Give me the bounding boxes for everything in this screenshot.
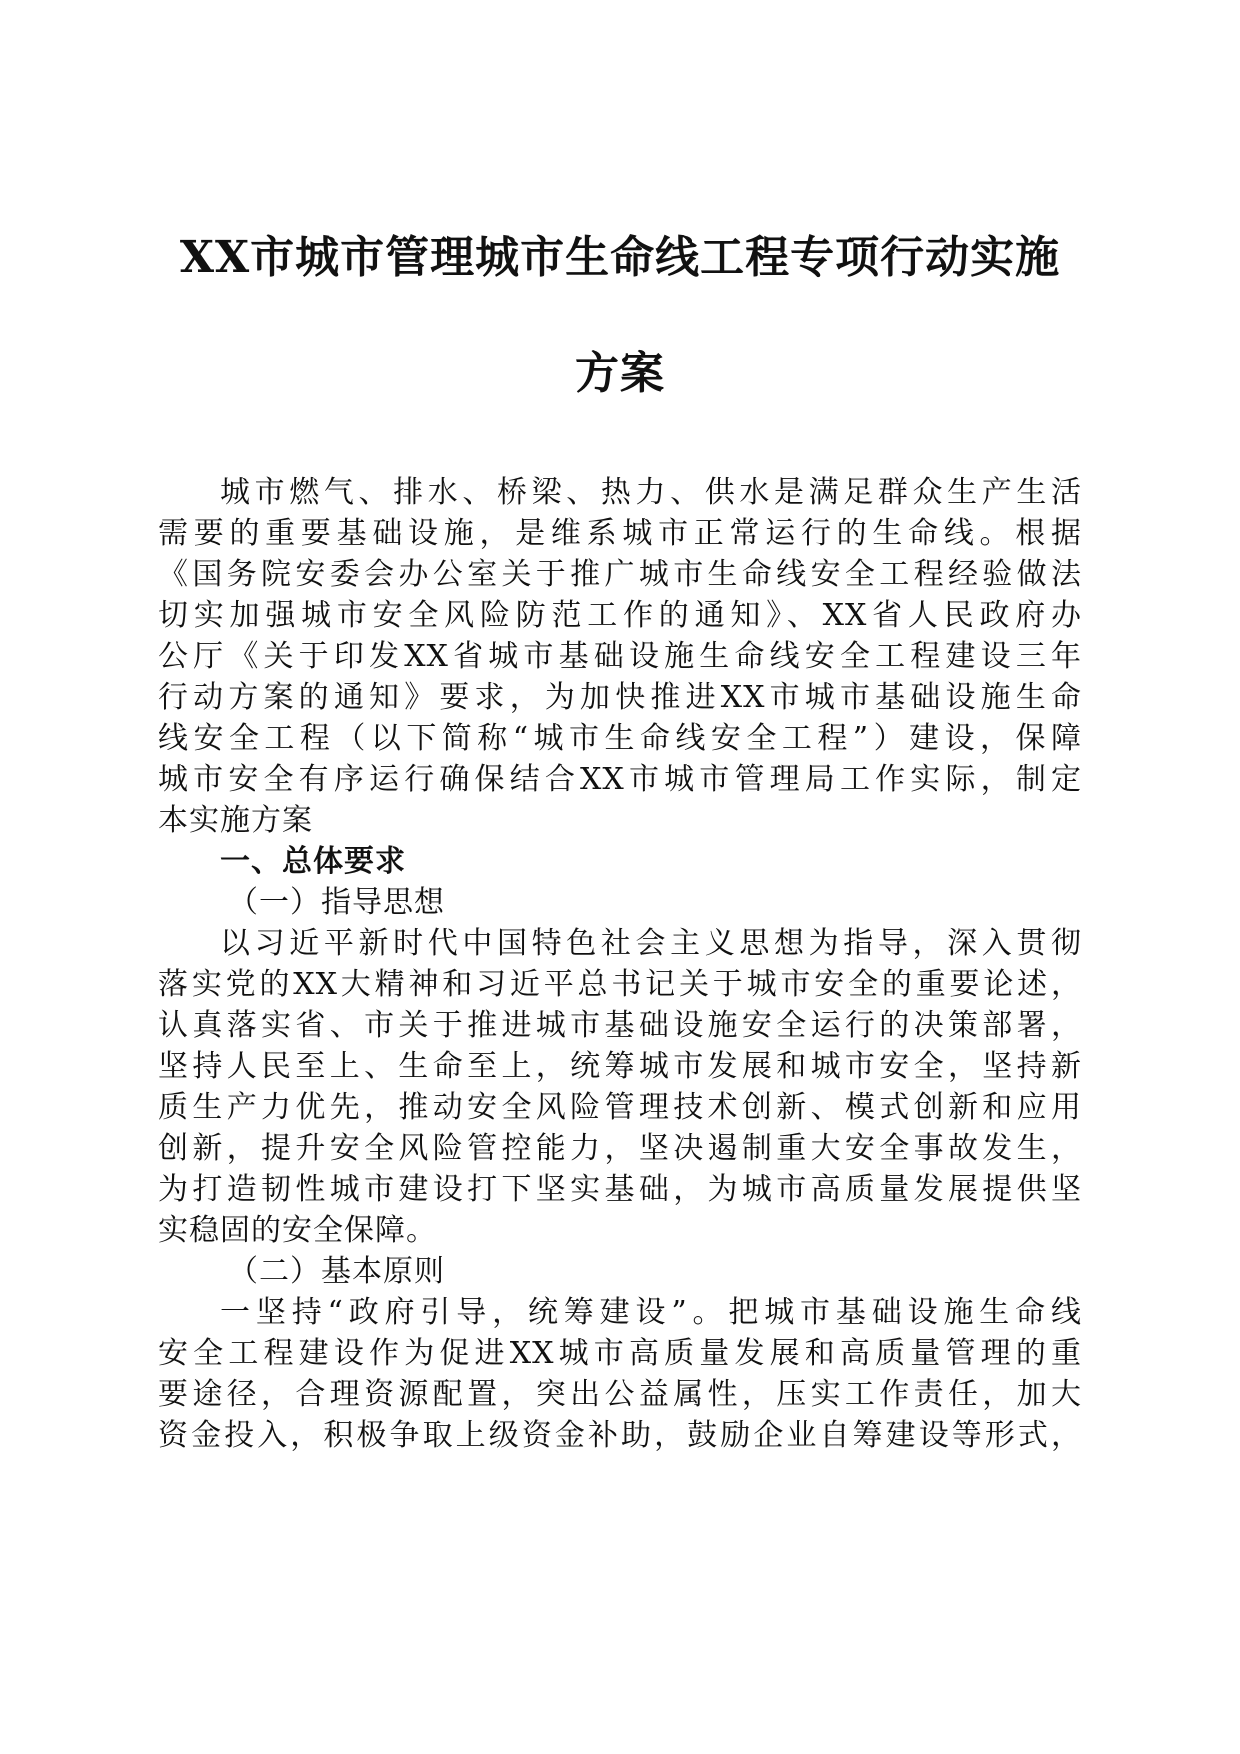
paragraph-line: 坚持人民至上、生命至上，统筹城市发展和城市安全，坚持新 (158, 1049, 1082, 1084)
paragraph-line: 《国务院安委会办公室关于推广城市生命线安全工程经验做法 (158, 557, 1082, 592)
paragraph-line: 为打造韧性城市建设打下坚实基础，为城市高质量发展提供坚 (158, 1172, 1082, 1207)
paragraph-line: 一坚持“政府引导，统筹建设”。把城市基础设施生命线 (220, 1295, 1082, 1330)
subsection-heading: （二）基本原则 (228, 1254, 445, 1289)
paragraph-line: 要途径，合理资源配置，突出公益属性，压实工作责任，加大 (158, 1377, 1082, 1412)
paragraph-line: 本实施方案 (158, 803, 313, 838)
paragraph-line: 城市安全有序运行确保结合XX市城市管理局工作实际，制定 (158, 762, 1082, 797)
basic-principles-paragraph (158, 1292, 1082, 1456)
document-title-line-1: XX市城市管理城市生命线工程专项行动实施 (179, 232, 1061, 283)
document-title-line-2: 方案 (575, 348, 665, 399)
paragraph-line: 行动方案的通知》要求，为加快推进XX市城市基础设施生命 (158, 680, 1082, 715)
intro-paragraph (158, 472, 1082, 841)
paragraph-line: 城市燃气、排水、桥梁、热力、供水是满足群众生产生活 (220, 475, 1082, 510)
paragraph-line: 落实党的XX大精神和习近平总书记关于城市安全的重要论述， (158, 967, 1082, 1002)
paragraph-line: 线安全工程（以下简称“城市生命线安全工程”）建设，保障 (158, 721, 1082, 756)
paragraph-line: 实稳固的安全保障。 (158, 1213, 437, 1248)
paragraph-line: 质生产力优先，推动安全风险管理技术创新、模式创新和应用 (158, 1090, 1082, 1125)
paragraph-line: 安全工程建设作为促进XX城市高质量发展和高质量管理的重 (158, 1336, 1082, 1371)
paragraph-line: 资金投入，积极争取上级资金补助，鼓励企业自筹建设等形式， (158, 1418, 1082, 1453)
document-body (158, 472, 1082, 1456)
paragraph-line: 创新，提升安全风险管控能力，坚决遏制重大安全事故发生， (158, 1131, 1082, 1166)
guiding-thought-paragraph (158, 923, 1082, 1251)
section-heading: 一、总体要求 (220, 844, 406, 879)
subsection-heading: （一）指导思想 (228, 885, 445, 920)
paragraph-line: 认真落实省、市关于推进城市基础设施安全运行的决策部署， (158, 1008, 1082, 1043)
paragraph-line: 公厅《关于印发XX省城市基础设施生命线安全工程建设三年 (158, 639, 1082, 674)
paragraph-line: 切实加强城市安全风险防范工作的通知》、XX省人民政府办 (158, 598, 1082, 633)
paragraph-line: 需要的重要基础设施，是维系城市正常运行的生命线。根据 (158, 516, 1082, 551)
paragraph-line: 以习近平新时代中国特色社会主义思想为指导，深入贯彻 (220, 926, 1082, 961)
